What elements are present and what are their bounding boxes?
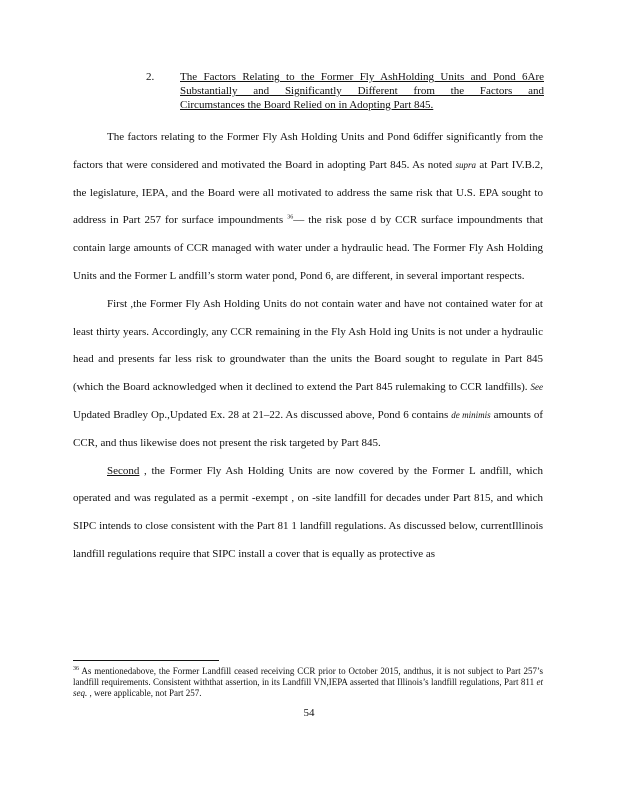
footnote-divider — [73, 660, 219, 661]
italic-term: de minimis — [451, 409, 491, 420]
paragraph-text: at Part IV.B.2, the legislature, IEPA, and the Board were all motivated to address the same risk that U.S. EPA sought to address in Part 257 for surface impoundments — [73, 158, 543, 227]
paragraph-text: First ,the Former Fly Ash Holding Units do not contain water and have not contained water for at least thirty years. Accordingly, any CCR remaining in the Fly Ash Hold ing Units is not under a hydraulic head and presents far less risk to groundwater than the units the Board sought to regulate in Part 845 (which the Board acknowledged when it declined to extend the Part 845 rulemaking to CCR landfills). — [73, 297, 543, 394]
paragraph-text: amounts of CCR, and thus likewise does not present the risk targeted by Part 845. — [73, 408, 543, 449]
footnote — [73, 666, 543, 699]
paragraph-text: The factors relating to the Former Fly Ash Holding Units and Pond 6differ significantly from the factors that were considered and motivated the Board in adopting Part 845. As noted — [73, 131, 543, 171]
footnote-text: As mentionedabove, the Former Landfill ceased receiving CCR prior to October 2015, andthus, it is not subject to Part 257’s landfill requirements. Consistent withthat assertion, in its Landfill VN,IEPA asserted that Illinois’s landfill regulations, Part 811 — [73, 666, 543, 687]
heading-line: The Factors Relating to the Former Fly AshHolding Units and Pond 6Are — [180, 71, 544, 83]
footnote-number: 36 — [73, 666, 79, 672]
paragraph-3 — [73, 458, 543, 569]
footnote-text: , were applicable, not Part 257. — [87, 688, 202, 698]
paragraph-1 — [73, 124, 543, 291]
heading-number: 2. — [146, 71, 155, 83]
heading-title — [180, 70, 544, 112]
page-number: 54 — [303, 707, 315, 719]
footnote-reference: 36 — [287, 214, 294, 221]
italic-term: See — [530, 382, 543, 393]
paragraph-text: , the Former Fly Ash Holding Units are now covered by the Former L andfill, which operated and was regulated as a permit -exempt , on -site landfill for decades under Part 815, and which SIPC intends to close consistent with the Part 81 1 landfill regulations. As discussed below, currentIllinois landfill regulations require that SIPC install a cover that is equally as protective as — [73, 464, 543, 560]
italic-term: et seq. — [73, 677, 543, 698]
paragraph-text: Updated Bradley Op.,Updated Ex. 28 at 21–22. As discussed above, Pond 6 contains — [73, 408, 452, 421]
paragraph-text: — the risk pose d by CCR surface impoundments that contain large amounts of CCR managed with water under a hydraulic head. The Former Fly Ash Holding Units and the Former L andfill’s storm water pond, Pond 6, are different, in several important respects. — [73, 214, 544, 282]
heading-line: Substantially and Significantly Different from the Factors and — [180, 85, 544, 97]
heading-line: Circumstances the Board Relied on in Adopting Part 845. — [180, 99, 434, 111]
body-text — [73, 124, 543, 569]
underlined-term: Second — [107, 464, 140, 477]
italic-term: supra — [455, 159, 477, 170]
paragraph-2 — [73, 291, 543, 458]
